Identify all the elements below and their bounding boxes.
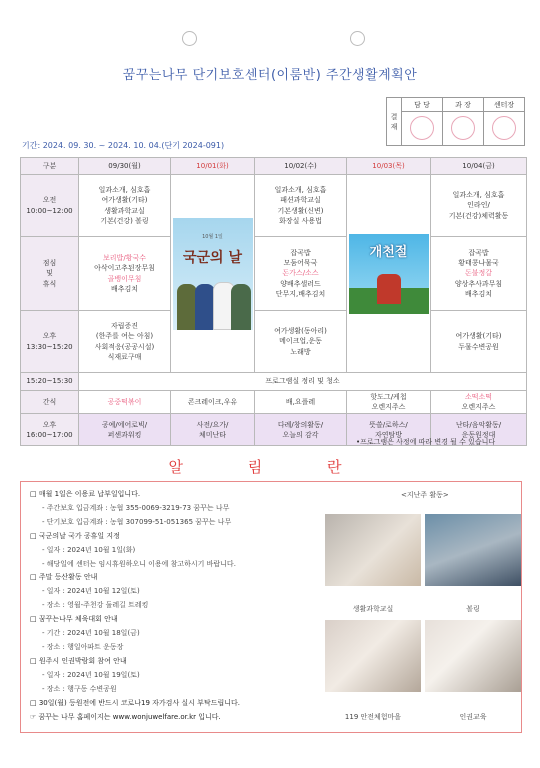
cell-fri-lunch: 잡곡밥 황태콩나물국 돈불정갈 양상추사과무침 배추김치 bbox=[431, 237, 527, 311]
header-fri: 10/04(금) bbox=[431, 158, 527, 175]
approval-table bbox=[386, 97, 525, 146]
header-mon: 09/30(월) bbox=[79, 158, 171, 175]
cell-mon-snack: 공중떡볶이 bbox=[79, 391, 171, 414]
cell-tue-late: 사전/요가/ 체미난타 bbox=[171, 414, 255, 446]
activity-caption: 볼링 bbox=[466, 605, 480, 613]
cell-mon-late: 공예/에어로빅/ 퍼센과워킹 bbox=[79, 414, 171, 446]
cell-wed-lunch: 잡곡밥 모둠어묵국 돈가스/소스 양배추샐러드 단무지,배추김치 bbox=[255, 237, 347, 311]
row-label-cleanup: 15:20~15:30 bbox=[21, 373, 79, 391]
cell-tue-snack: 콘크레이크,우유 bbox=[171, 391, 255, 414]
cell-thu-snack: 핫도그/케첩 오렌지주스 bbox=[347, 391, 431, 414]
cell-wed-late: 다례/창의활동/ 오늘의 감각 bbox=[255, 414, 347, 446]
notice-item: □ 원주시 인권박람회 참여 안내 bbox=[30, 656, 127, 665]
notice-item: - 일자 : 2024년 10월 12일(토) bbox=[42, 587, 140, 596]
cell-fri-late: 난타/음악활동/ 운동원정대 bbox=[431, 414, 527, 446]
activity-photo bbox=[425, 620, 521, 692]
notice-item: □ 주말 등산활동 안내 bbox=[30, 573, 98, 582]
cell-mon-afternoon: 자립증진 (한주를 여는 아침) 사회적응(공공시설) 식재료구매 bbox=[79, 311, 171, 373]
cell-fri-afternoon: 여가생활(기타) 두물수변공원 bbox=[431, 311, 527, 373]
notice-box bbox=[20, 481, 522, 733]
header-category: 구분 bbox=[21, 158, 79, 175]
activity-caption: 생활과학교실 bbox=[352, 605, 394, 613]
row-label-late: 오후 16:00~17:00 bbox=[21, 414, 79, 446]
notice-item: □ 30일(월) 등원전에 반드시 코로나19 자가검사 실시 부탁드립니다. bbox=[30, 698, 240, 707]
cell-fri-snack: 소떡소떡 오렌지주스 bbox=[431, 391, 527, 414]
notice-item: - 주간보호 입금계좌 : 농협 355-0069-3219-73 꿈꾸는 나무 bbox=[42, 503, 230, 512]
notice-item: - 기간 : 2024년 10월 18일(금) bbox=[42, 629, 140, 638]
notice-item: - 장소 : 행일아파트 운동장 bbox=[42, 642, 124, 651]
notice-item: - 일자 : 2024년 10월 19일(토) bbox=[42, 670, 140, 679]
notice-item: - 해당일에 센터는 임시휴원하오니 이용에 참고하시기 바랍니다. bbox=[42, 559, 236, 568]
cell-fri-morning: 일과소개, 심호흡 인라인/ 기본(건강)체력활동 bbox=[431, 175, 527, 237]
armed-forces-day-poster: 10월 1일 국군의 날 bbox=[173, 218, 253, 330]
cell-wed-morning: 일과소개, 심호흡 패션과학교실 기본생활(신변) 화장실 사용법 bbox=[255, 175, 347, 237]
notice-item: - 장소 : 영월-주천강 둘레길 트레킹 bbox=[42, 601, 149, 610]
notice-item: □ 매월 1일은 이용료 납부일입니다. bbox=[30, 490, 141, 498]
binder-hole-right bbox=[350, 31, 365, 46]
previous-activities-heading: <지난주 활동> bbox=[401, 491, 449, 499]
page-title: 꿈꾸는나무 단기보호센터(이룸반) 주간생활계획안 bbox=[122, 68, 418, 83]
schedule-note: •프로그램은 사정에 따라 변경 될 수 있습니다 bbox=[356, 438, 496, 446]
cell-thu-holiday bbox=[347, 175, 431, 373]
activity-caption: 119 안전체험마을 bbox=[344, 713, 402, 721]
row-label-snack: 간식 bbox=[21, 391, 79, 414]
cell-tue-holiday bbox=[171, 175, 255, 373]
notice-heading: 알 림 란 bbox=[168, 458, 372, 476]
signature-stamp bbox=[402, 112, 443, 146]
activity-photo bbox=[425, 514, 521, 586]
notice-item: □ 꿈꾸는나무 체육대회 안내 bbox=[30, 615, 118, 624]
activity-caption: 인권교육 bbox=[459, 713, 487, 721]
activity-photo bbox=[325, 514, 421, 586]
cell-mon-lunch: 보리밥/황국수 아삭이고추된장무침 골뱅이무침 배추김치 bbox=[79, 237, 171, 311]
approval-header: 담 당 bbox=[402, 98, 443, 112]
header-thu: 10/03(목) bbox=[347, 158, 431, 175]
notice-item: - 장소 : 행구동 수변공원 bbox=[42, 684, 117, 693]
cell-wed-afternoon: 여가생활(동아리) 메이크업,운동 노래방 bbox=[255, 311, 347, 373]
header-wed: 10/02(수) bbox=[255, 158, 347, 175]
schedule-period: 기간: 2024. 09. 30. ~ 2024. 10. 04.(단기 2024-091) bbox=[22, 141, 225, 150]
approval-header: 센터장 bbox=[484, 98, 525, 112]
notice-item: - 단기보호 입금계좌 : 농협 307099-51-051365 꿈꾸는 나무 bbox=[42, 517, 232, 526]
activity-photo bbox=[325, 620, 421, 692]
signature-stamp bbox=[443, 112, 484, 146]
cell-mon-morning: 일과소개, 심호흡 여가생활(기타) 생활과학교실 기본(건강) 볼링 bbox=[79, 175, 171, 237]
header-tue: 10/01(화) bbox=[171, 158, 255, 175]
cell-cleanup: 프로그램실 정리 및 청소 bbox=[79, 373, 527, 391]
row-label-lunch: 점심 및 휴식 bbox=[21, 237, 79, 311]
national-foundation-day-poster: 개천절 bbox=[349, 234, 429, 314]
row-label-morning: 오전 10:00~12:00 bbox=[21, 175, 79, 237]
notice-item: ☞ 꿈꾸는 나무 홈페이지는 www.wonjuwelfare.or.kr 입니다. bbox=[30, 712, 221, 721]
notice-item: - 일자 : 2024년 10월 1일(화) bbox=[42, 545, 136, 554]
cell-thu-late: 뜻쓸/로하스/ 자연탐방 bbox=[347, 414, 431, 446]
notice-list bbox=[30, 488, 330, 724]
row-label-afternoon: 오후 13:30~15:20 bbox=[21, 311, 79, 373]
binder-hole-left bbox=[182, 31, 197, 46]
signature-stamp bbox=[484, 112, 525, 146]
notice-item: □ 국군의날 국가 공휴일 지정 bbox=[30, 531, 120, 540]
cell-wed-snack: 배,요플레 bbox=[255, 391, 347, 414]
approval-label: 결 재 bbox=[387, 98, 402, 146]
weekly-schedule-table bbox=[20, 157, 527, 446]
approval-header: 과 장 bbox=[443, 98, 484, 112]
